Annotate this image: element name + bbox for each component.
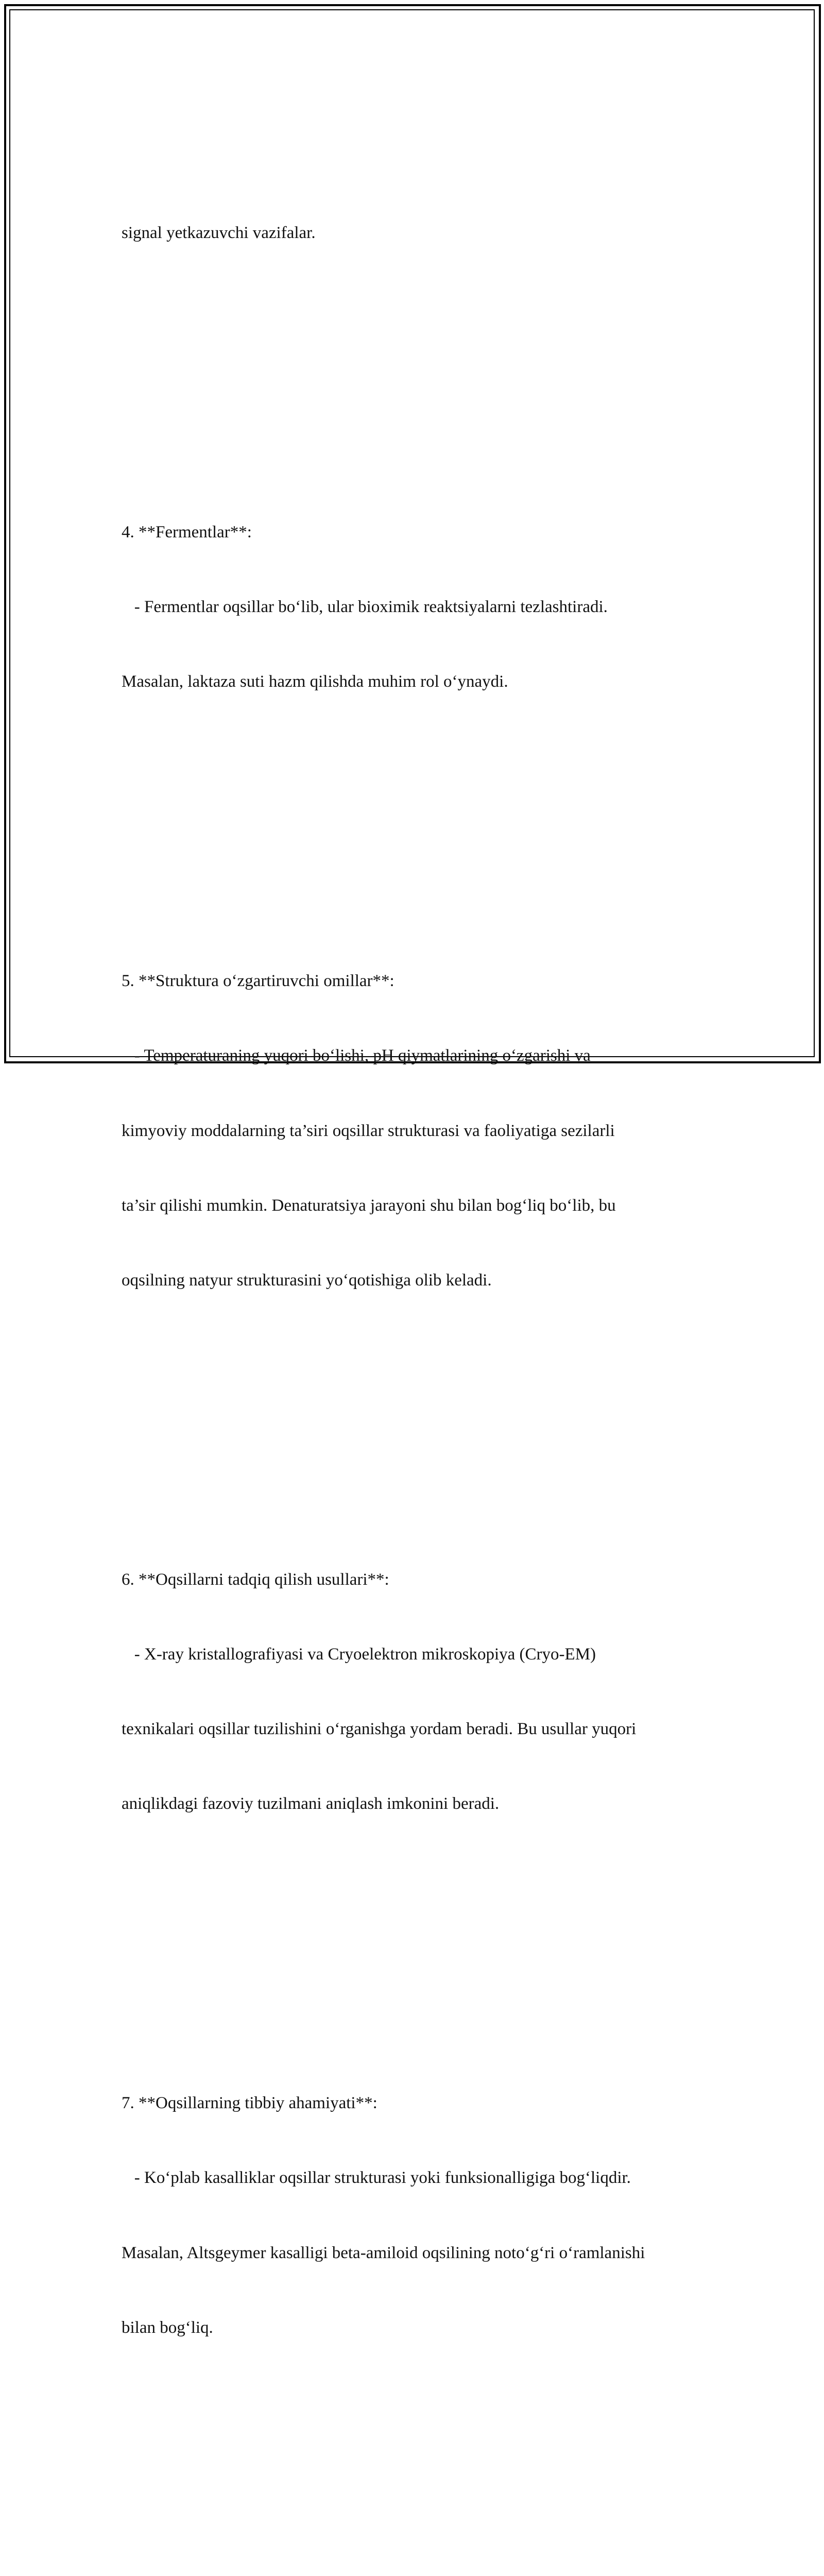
section-struktura [122, 919, 719, 1343]
text-line: ta’sir qilishi mumkin. Denaturatsiya jarayoni shu bilan bog‘liq bo‘lib, bu [122, 1196, 616, 1215]
text-line: - Temperaturaning yuqori bo‘lishi, pH qiymatlarining o‘zgarishi va [122, 1046, 591, 1065]
text-line: bilan bog‘liq. [122, 2318, 213, 2337]
text-line: oqsilning natyur strukturasini yo‘qotishiga olib keladi. [122, 1270, 492, 1290]
section-heading: 6. **Oqsillarni tadqiq qilish usullari**: [122, 1570, 389, 1589]
paragraph-intro [122, 171, 719, 295]
text-line: aniqlikdagi fazoviy tuzilmani aniqlash imkonini beradi. [122, 1794, 500, 1814]
section-heading: 7. **Oqsillarning tibbiy ahamiyati**: [122, 2094, 377, 2113]
section-tadqiq-usullari [122, 1517, 719, 1867]
text-line: Masalan, Altsgeymer kasalligi beta-amiloid oqsilining noto‘g‘ri o‘ramlanishi [122, 2243, 645, 2262]
paragraph-spacer [122, 2440, 719, 2465]
text-line: kimyoviy moddalarning ta’siri oqsillar strukturasi va faoliyatiga sezilarli [122, 1121, 615, 1140]
paragraph-spacer [122, 794, 719, 819]
section-fermentlar [122, 470, 719, 744]
paragraph-conclusion [122, 2565, 719, 2576]
text-line: - Fermentlar oqsillar bo‘lib, ular bioximik reaktsiyalarni tezlashtiradi. [122, 598, 608, 617]
document-body [122, 96, 719, 2576]
paragraph-spacer [122, 1393, 719, 1417]
paragraph-spacer [122, 1916, 719, 1941]
text-line: signal yetkazuvchi vazifalar. [122, 224, 316, 243]
section-tibbiy-ahamiyat [122, 2041, 719, 2390]
text-line: Masalan, laktaza suti hazm qilishda muhim rol o‘ynaydi. [122, 672, 508, 691]
section-heading: 4. **Fermentlar**: [122, 522, 252, 541]
paragraph-spacer [122, 345, 719, 370]
text-line: - X-ray kristallografiyasi va Cryoelektron mikroskopiya (Cryo-EM) [122, 1645, 596, 1664]
text-line: texnikalari oqsillar tuzilishini o‘rganishga yordam beradi. Bu usullar yuqori [122, 1720, 637, 1739]
text-line: - Ko‘plab kasalliklar oqsillar strukturasi yoki funksionalligiga bog‘liqdir. [122, 2168, 631, 2188]
section-heading: 5. **Struktura o‘zgartiruvchi omillar**: [122, 972, 394, 991]
